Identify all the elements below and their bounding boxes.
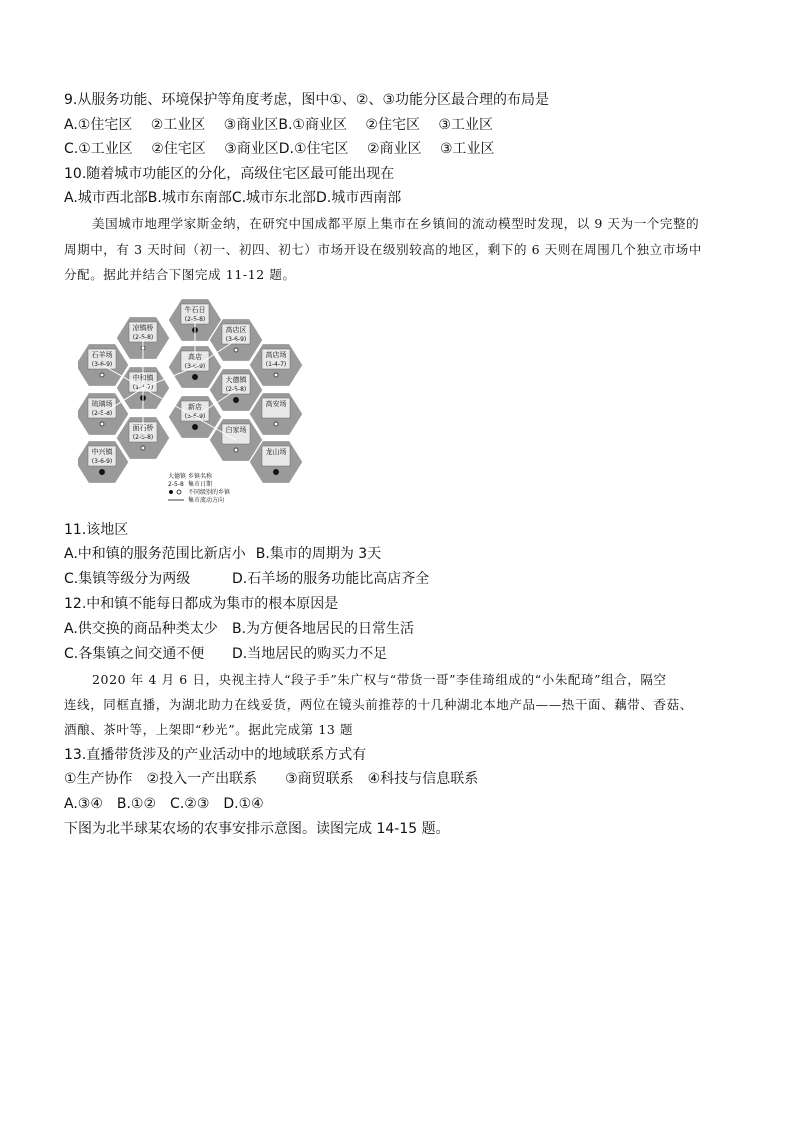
q12-options-row1	[64, 619, 414, 639]
low-level-town-dot-icon	[234, 348, 238, 352]
low-level-town-dot-icon	[100, 422, 104, 426]
market-date: (3-6-9)	[184, 363, 206, 370]
q12-option-b: B.为方便各地居民的日常生活	[232, 621, 415, 637]
high-level-town-dot-icon	[192, 374, 197, 379]
low-level-town-dot-icon	[234, 448, 238, 452]
market-date: (1-4-7)	[132, 384, 154, 391]
town-name: 新店	[188, 403, 202, 411]
q12-stem: 12.中和镇不能每日都成为集市的根本原因是	[64, 596, 339, 612]
legend-item-name: 乡镇名称	[188, 473, 213, 480]
high-level-town-dot-icon	[273, 469, 278, 474]
legend-item-flow: 集市流动方向	[188, 497, 225, 504]
q11-options-row2	[64, 569, 429, 589]
town-name: 高店区	[225, 326, 247, 334]
market-date: (2-5-8)	[132, 334, 154, 341]
market-date: (3-6-9)	[91, 458, 113, 465]
q12-option-c: C.各集镇之间交通不便	[64, 646, 205, 662]
low-level-town-dot-icon	[100, 373, 104, 377]
low-level-town-dot-icon	[274, 373, 278, 377]
q11-stem: 11.该地区	[64, 522, 129, 538]
q10-options: A.城市西北部B.城市东南部C.城市东北部D.城市西南部	[64, 190, 402, 206]
high-level-town-dot-icon	[99, 469, 104, 474]
market-date: (3-6-9)	[184, 413, 206, 420]
town-name: 高安场	[265, 400, 287, 408]
market-hexagon-diagram	[78, 290, 308, 512]
q12-option-d: D.当地居民的购买力不足	[232, 646, 388, 662]
market-date: (3-6-9)	[225, 336, 247, 343]
town-name: 琉璃场	[91, 400, 113, 408]
town-name: 白家场	[225, 426, 247, 434]
passage2-line2: 连线，同框直播，为湖北助力在线妥货，两位在镜头前推荐的十几种湖北本地产品——热干面、藕带、香菇、	[64, 697, 693, 712]
town-name: 高店场	[265, 351, 287, 359]
town-name: 石羊场	[91, 351, 113, 359]
q11-option-a: A.中和镇的服务范围比新店小	[64, 546, 246, 562]
next-section-intro: 下图为北半球某农场的农事安排示意图。读图完成 14-15 题。	[64, 821, 450, 837]
passage1-line3: 分配。据此并结合下图完成 11-12 题。	[64, 267, 296, 282]
q9-stem: 9.从服务功能、环境保护等角度考虑，图中①、②、③功能分区最合理的布局是	[64, 92, 550, 108]
passage1-line2: 周期中，有 3 天时间（初一、初四、初七）市场开设在级别较高的地区，剩下的 6 天则在周围几个独立市场中	[64, 242, 703, 257]
q13-items: ①生产协作 ②投入一产出联系 ③商贸联系 ④科技与信息联系	[64, 771, 479, 787]
low-level-town-dot-icon	[274, 422, 278, 426]
q11-option-c: C.集镇等级分为两级	[64, 571, 191, 587]
town-name: 龙山场	[265, 448, 287, 456]
low-level-town-dot-icon	[141, 446, 145, 450]
town-name: 面石桥	[132, 424, 154, 432]
market-date: (2-5-8)	[225, 386, 247, 393]
passage2-line3: 酒酿、茶叶等，上架即“秒光”。据此完成第 13 题	[64, 722, 354, 737]
town-name: 中和镇	[132, 374, 154, 382]
town-name: 凉镇桥	[132, 324, 154, 332]
q13-stem: 13.直播带货涉及的产业活动中的地域联系方式有	[64, 747, 367, 763]
market-date: (2-5-8)	[132, 434, 154, 441]
market-date: (2-5-8)	[184, 316, 206, 323]
market-date: (2-5-8)	[91, 410, 113, 417]
town-name: 牛石日	[184, 306, 206, 314]
legend-high-dot-icon	[169, 490, 173, 494]
high-level-town-dot-icon	[192, 424, 197, 429]
q11-option-d: D.石羊场的服务功能比高店齐全	[232, 571, 430, 587]
market-date: (3-6-9)	[91, 361, 113, 368]
legend-sample-date: 2-5-8	[168, 481, 184, 488]
town-name: 高店	[188, 353, 202, 361]
q11-options-row1	[64, 544, 381, 564]
q9-options-row2: C.①工业区 ②住宅区 ③商业区D.①住宅区 ②商业区 ③工业区	[64, 141, 495, 157]
legend-sample-name: 大德镇	[168, 473, 187, 480]
legend-item-date: 集市日期	[188, 481, 213, 488]
q12-options-row2	[64, 644, 387, 664]
market-date: (1-4-7)	[265, 361, 287, 368]
q10-stem: 10.随着城市功能区的分化，高级住宅区最可能出现在	[64, 166, 395, 182]
q12-option-a: A.供交换的商品种类太少	[64, 621, 218, 637]
q11-option-b: B.集市的周期为 3天	[255, 546, 382, 562]
town-name: 大德镇	[225, 376, 247, 384]
q9-options-row1: A.①住宅区 ②工业区 ③商业区B.①商业区 ②住宅区 ③工业区	[64, 117, 493, 133]
town-name: 中兴镇	[91, 448, 113, 456]
passage1-line1: 美国城市地理学家斯金纳，在研究中国成都平原上集市在乡镇间的流动模型时发现，以 9 天为一个完整的	[92, 216, 700, 231]
legend-item-level: 不同级别的乡镇	[188, 489, 231, 496]
q13-options: A.③④ B.①② C.②③ D.①④	[64, 796, 264, 812]
high-level-town-dot-icon	[233, 397, 238, 402]
passage2-line1: 2020 年 4 月 6 日，央视主持人“段子手”朱广权与“带货一哥”李佳琦组成的“小朱配琦”组合，隔空	[92, 672, 667, 687]
